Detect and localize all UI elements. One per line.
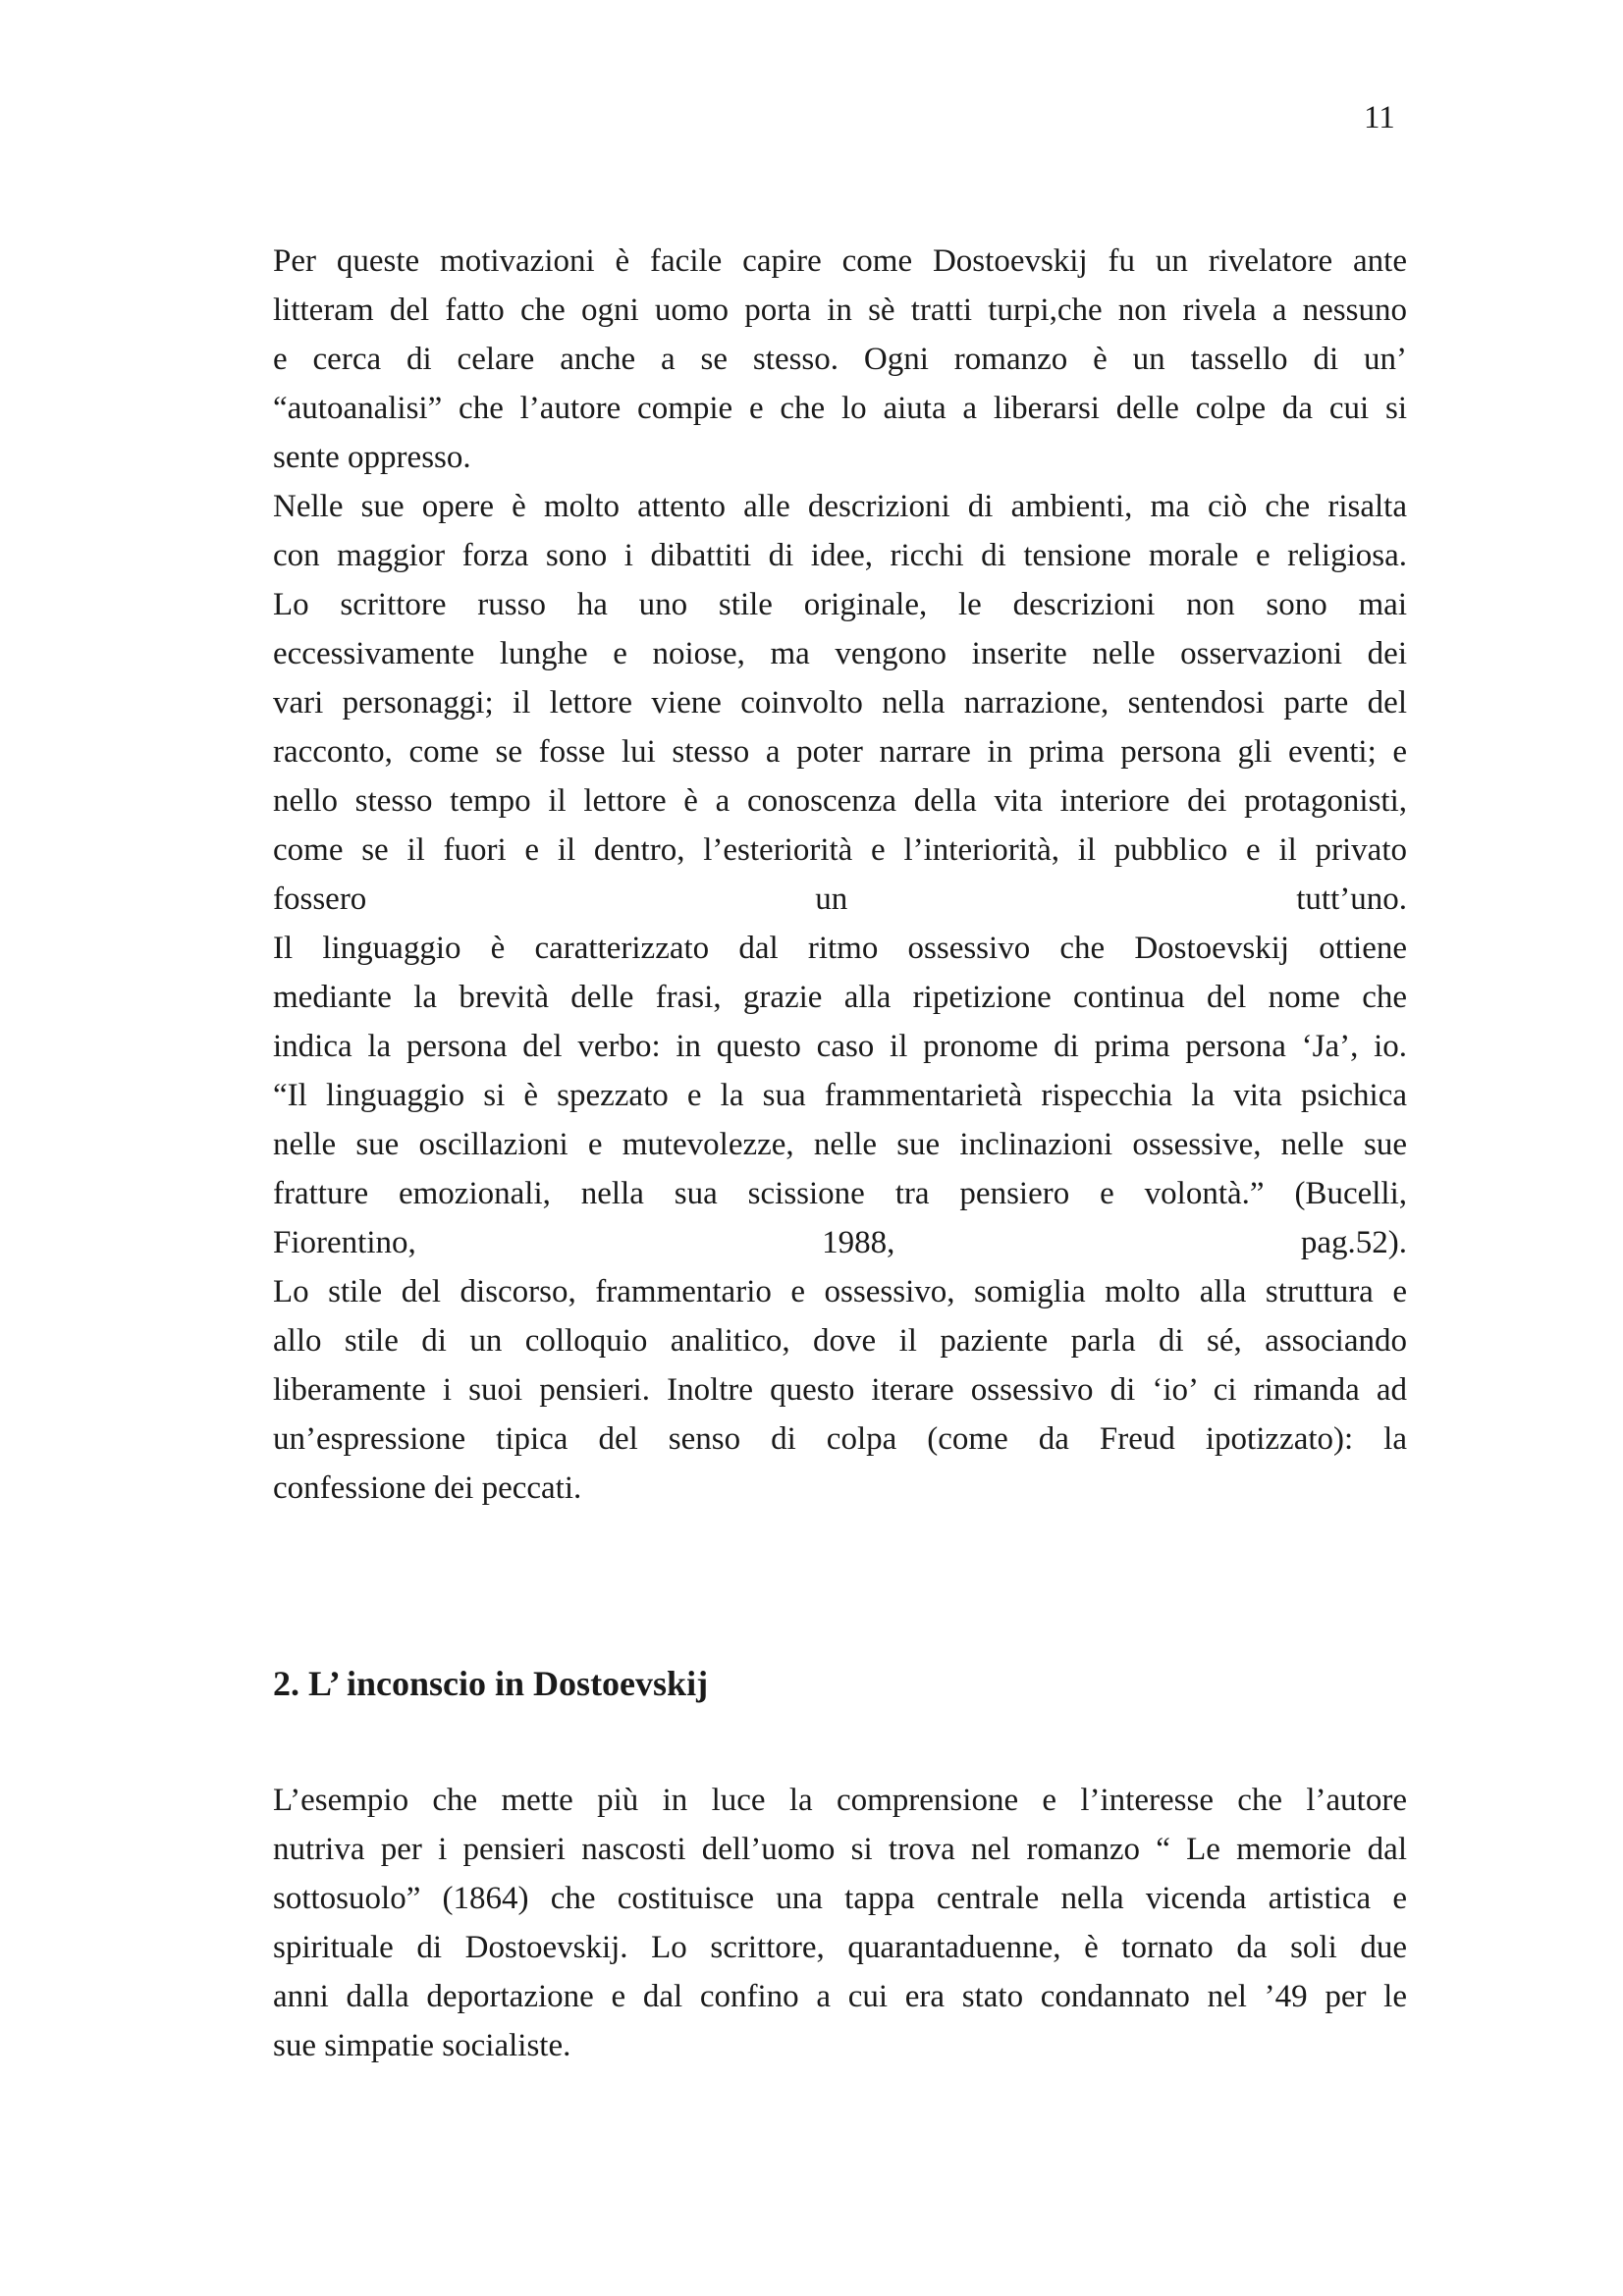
text-line: sottosuolo” (1864) che costituisce una tappa centrale nella vicenda artistica e [273,1881,1407,1916]
text-line: allo stile di un colloquio analitico, dove il paziente parla di sé, associando [273,1323,1407,1359]
body-paragraphs [273,237,1407,1513]
text-line: L’esempio che mette più in luce la comprensione e l’interesse che l’autore [273,1783,1407,1818]
text-line: mediante la brevità delle frasi, grazie alla ripetizione continua del nome che [273,980,1407,1015]
text-line: con maggior forza sono i dibattiti di idee, ricchi di tensione morale e religiosa. [273,538,1407,573]
text-line: e cerca di celare anche a se stesso. Ogni romanzo è un tassello di un’ [273,342,1407,377]
text-line: confessione dei peccati. [273,1470,582,1506]
text-line: indica la persona del verbo: in questo caso il pronome di prima persona ‘Ja’, io. [273,1029,1407,1064]
text-line: come se il fuori e il dentro, l’esteriorità e l’interiorità, il pubblico e il privato [273,832,1407,868]
text-line: anni dalla deportazione e dal confino a cui era stato condannato nel ’49 per le [273,1979,1407,2014]
text-line: Lo stile del discorso, frammentario e ossessivo, somiglia molto alla struttura e [273,1274,1407,1309]
text-line: eccessivamente lunghe e noiose, ma vengono inserite nelle osservazioni dei [273,636,1407,671]
text-line: Per queste motivazioni è facile capire come Dostoevskij fu un rivelatore ante [273,243,1407,279]
page-number: 11 [1364,100,1395,135]
text-line: sue simpatie socialiste. [273,2028,571,2063]
text-line: vari personaggi; il lettore viene coinvolto nella narrazione, sentendosi parte del [273,685,1407,721]
text-line: fossero un tutt’uno. [273,881,1407,917]
section-paragraph [273,1776,1407,2070]
text-line: Nelle sue opere è molto attento alle descrizioni di ambienti, ma ciò che risalta [273,489,1407,524]
text-line: un’espressione tipica del senso di colpa (come da Freud ipotizzato): la [273,1421,1407,1457]
text-line: nutriva per i pensieri nascosti dell’uomo si trova nel romanzo “ Le memorie dal [273,1832,1407,1867]
text-line: “autoanalisi” che l’autore compie e che lo aiuta a liberarsi delle colpe da cui si [273,391,1407,426]
text-line: sente oppresso. [273,440,471,475]
text-line: litteram del fatto che ogni uomo porta in sè tratti turpi,che non rivela a nessuno [273,293,1407,328]
text-line: nelle sue oscillazioni e mutevolezze, nelle sue inclinazioni ossessive, nelle sue [273,1127,1407,1162]
text-line: spirituale di Dostoevskij. Lo scrittore, quarantaduenne, è tornato da soli due [273,1930,1407,1965]
section-heading: 2. L’ inconscio in Dostoevskij [273,1664,709,1703]
text-line: liberamente i suoi pensieri. Inoltre questo iterare ossessivo di ‘io’ ci rimanda ad [273,1372,1407,1408]
text-line: “Il linguaggio si è spezzato e la sua frammentarietà rispecchia la vita psichica [273,1078,1407,1113]
text-line: Lo scrittore russo ha uno stile originale, le descrizioni non sono mai [273,587,1407,622]
text-line: nello stesso tempo il lettore è a conoscenza della vita interiore dei protagonisti, [273,783,1407,819]
text-line: Il linguaggio è caratterizzato dal ritmo ossessivo che Dostoevskij ottiene [273,931,1407,966]
text-line: racconto, come se fosse lui stesso a poter narrare in prima persona gli eventi; e [273,734,1407,770]
text-line: fratture emozionali, nella sua scissione tra pensiero e volontà.” (Bucelli, [273,1176,1407,1211]
text-line: Fiorentino, 1988, pag.52). [273,1225,1407,1260]
